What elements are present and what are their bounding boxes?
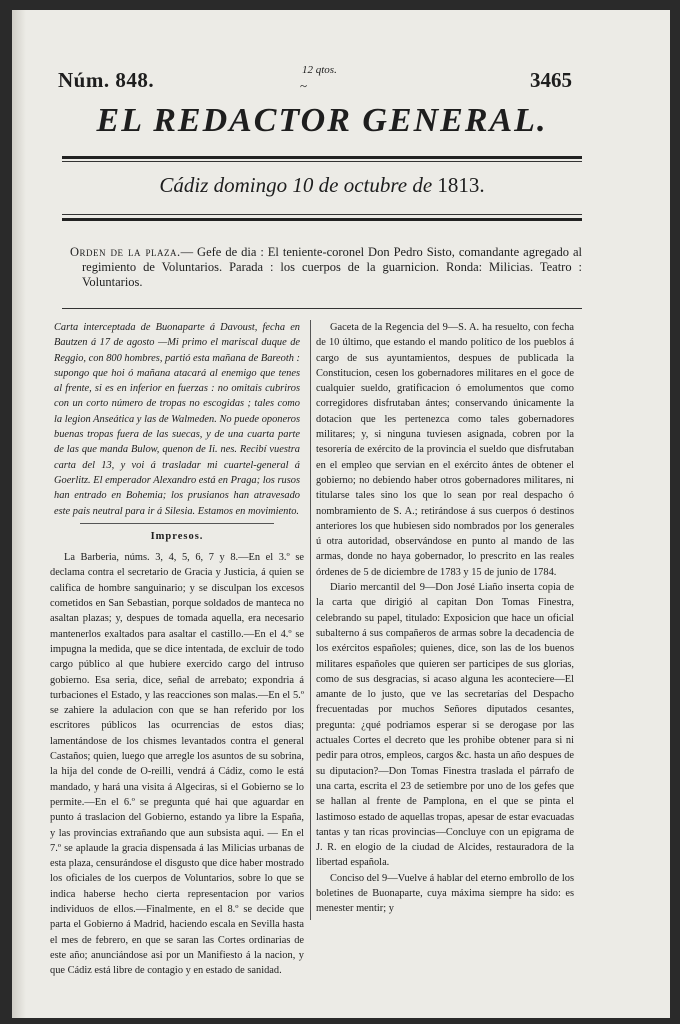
right-column	[316, 320, 574, 917]
masthead-rule-thick	[62, 156, 582, 159]
column-rule	[80, 523, 274, 524]
dateline-rule-thick	[62, 218, 582, 221]
conciso-article: Conciso del 9—Vuelve á hablar del eterno embrollo de los boletines de Buonaparte, cuya máxima siempre ha sido: es menester mentir; y	[316, 872, 574, 915]
dateline	[12, 173, 632, 198]
issue-price: 12 qtos.	[302, 64, 337, 76]
newspaper-page	[12, 10, 670, 1018]
dateline-rule-thin	[62, 214, 582, 215]
flourish-ornament: ~	[300, 78, 308, 93]
masthead-title: EL REDACTOR GENERAL.	[96, 102, 548, 139]
dateline-text: Cádiz domingo 10 de octubre de	[159, 173, 433, 197]
orden-de-la-plaza	[70, 245, 582, 290]
orden-text: — Gefe de dia : El teniente-coronel Don Pedro Sisto, comandante agregado al regimiento de Voluntarios. Parada : los cuerpos de la guarnicion. Ronda: Milicias. Teatro : Voluntarios.	[82, 245, 582, 289]
impresos-article: La Barberia, núms. 3, 4, 5, 6, 7 y 8.—En el 3.º se declama contra el secretario de Gracia y Justicia, á quien se califica de hombre sanguinario; y se disculpan los excesos cometidos en San Sebastian, porque soldados de manteca no asaltan plazas; y, despues de tomada aquella, era necesario mantenerlos exaltados para asaltar el castillo.—En el 4.º se impugna la medida, que se dice intentada, de excluir de todo cargo público al que hubiere exercido cargo del intruso gobierno. Esa seria, dice, señal de arrebato; expondria á turbaciones el Estado, y las reacciones son malas.—En el 5.º se zahiere la adulacion con que se han referido por los escritores públicos las ocurrencias de estos dias; lamentándose de los chismes levantados contra el general Castaños; quien, luego que arregle los asuntos de su sobrina, la hija del conde de O-reilli, vendrá á Cádiz, como le está mandado, y hará una visita á Algeciras, si el Gobierno se lo permite.—En el 6.º se pregunta qué hai que aguardar en punto á traslacion del Gobierno, estando ya libre la España, y las provincias extrañando que aun subsista aqui. — En el 7.º se aplaude la gracia dispensada á las Milicias urbanas de esta plaza, censurándose el disgusto que dice haber mostrado los oficiales de los cuerpos de Voluntarios, sobre lo que se indica haberse hecho cierta representacion por varios individuos de ellos.—Finalmente, en el 8.º se decide que parta el Gobierno á Madrid, haciendo escala en Sevilla hasta el mes de febrero, en que se saran las Cortes ordinarias de este año; anunciándose asi por un Manifiesto á la nacion, y que Cádiz está libre de contagio y en estado de sanidad.	[50, 552, 304, 977]
scan-edge-shadow	[12, 10, 26, 1018]
masthead-rule-thin	[62, 161, 582, 162]
orden-label: Orden de la plaza.	[70, 245, 181, 259]
carta-interceptada: Carta interceptada de Buonaparte á Davoust, fecha en Bautzen á 17 de agosto —Mi primo el mariscal duque de Reggio, con 800 hombres, partió esta mañana de Bareoth : supongo que hoi ó mañana atacará al enemigo que tenes al frente, si es en inferior en fuerzas : no omitais cubriros con un corto número de tropas no escogidas ; tales como la legion Anseática y las de Walmeden. No puede oponeros buenas tropas fuera de las suecas, y de una cuarta parte de las que manda Bulow, quenon de Ii. nes. Recibí vuestra carta del 13, y voi á trasladar mi cuartel-general á Goerlitz. El emperador Alexandro está en Praga; los rusos han entrado en Bohemia; los prusianos han atravesado este pais neutral para ir á Silesia. Estamos en movimiento.	[54, 322, 300, 517]
gaceta-article: Gaceta de la Regencia del 9—S. A. ha resuelto, con fecha de 10 último, que estando el mando político de los pueblos á cargo de sus ayuntamientos, despues de publicada la Constitucion, cesen los gobernadores militares en el goce de cualquier sueldo, gratificacion ó emolumentos que como corregidores disfrutaban ántes; conservando únicamente la dotacion que les pertenezca como tales gobernadores militares; y, si ninguna tuviesen asignada, cobren por la tesorería de exército de la provincia el sueldo que disfrutaban en el empleo que servian en el exército ántes de obtener el gobierno; no debiendo haber otros gobernadores militares, ni titularse tales sino los que lo sean por real despacho ó nombramiento de S. A.; retirándose á sus cuerpos ó destinos anteriores los que hubiesen sido nombrados por los generales ú otra autoridad, observándose en punto al mando de las armas, donde no haya gobernador, lo prescrito en las reales órdenes de 5 de diciembre de 1783 y 15 de junio de 1784.	[316, 322, 574, 578]
left-column	[50, 320, 304, 978]
issue-number: Núm. 848.	[58, 68, 155, 92]
diario-article: Diario mercantil del 9—Don José Liaño inserta copia de la carta que dirigió al capitan Don Tomas Finestra, celebrando su papel, titulado: Exposicion que hace un oficial subalterno á sus compañeros de armas sobre la decadencia de los exércitos españoles; quienes, dice, son las de los buenos militares españoles que quieren ser participes de sus glorias, como de sus desgracias, si acaso alguna les aconteciere—El amante de lo justo, que ve las secretarías del Despacho frecuentadas por muchos Señores diputados cesantes, pregunta: ¿qué podriamos esperar si se derogase por las actuales Cortes el decreto que les prohibe obtener para si ni pedir para otros, empleos, cargos &c. hasta un año despues de su diputacion?—Don Tomas Finestra traslada el párrafo de una carta, escrita el 23 de setiembre por uno de los gefes que se hallan al frente de Pamplona, en el que se pinta el lastimoso estado de aquellas tropas, apesar de estar evacuadas tantas y tan ricas provincias—Concluye con un epigrama de J. R. en elogio de la ciudad de Alcides, restauradora de la libertad española.	[316, 582, 574, 869]
impresos-heading: Impresos.	[150, 530, 204, 542]
column-divider	[310, 320, 311, 920]
section-rule	[62, 308, 582, 309]
page-number: 3465	[530, 68, 572, 92]
dateline-year: 1813.	[437, 173, 485, 197]
